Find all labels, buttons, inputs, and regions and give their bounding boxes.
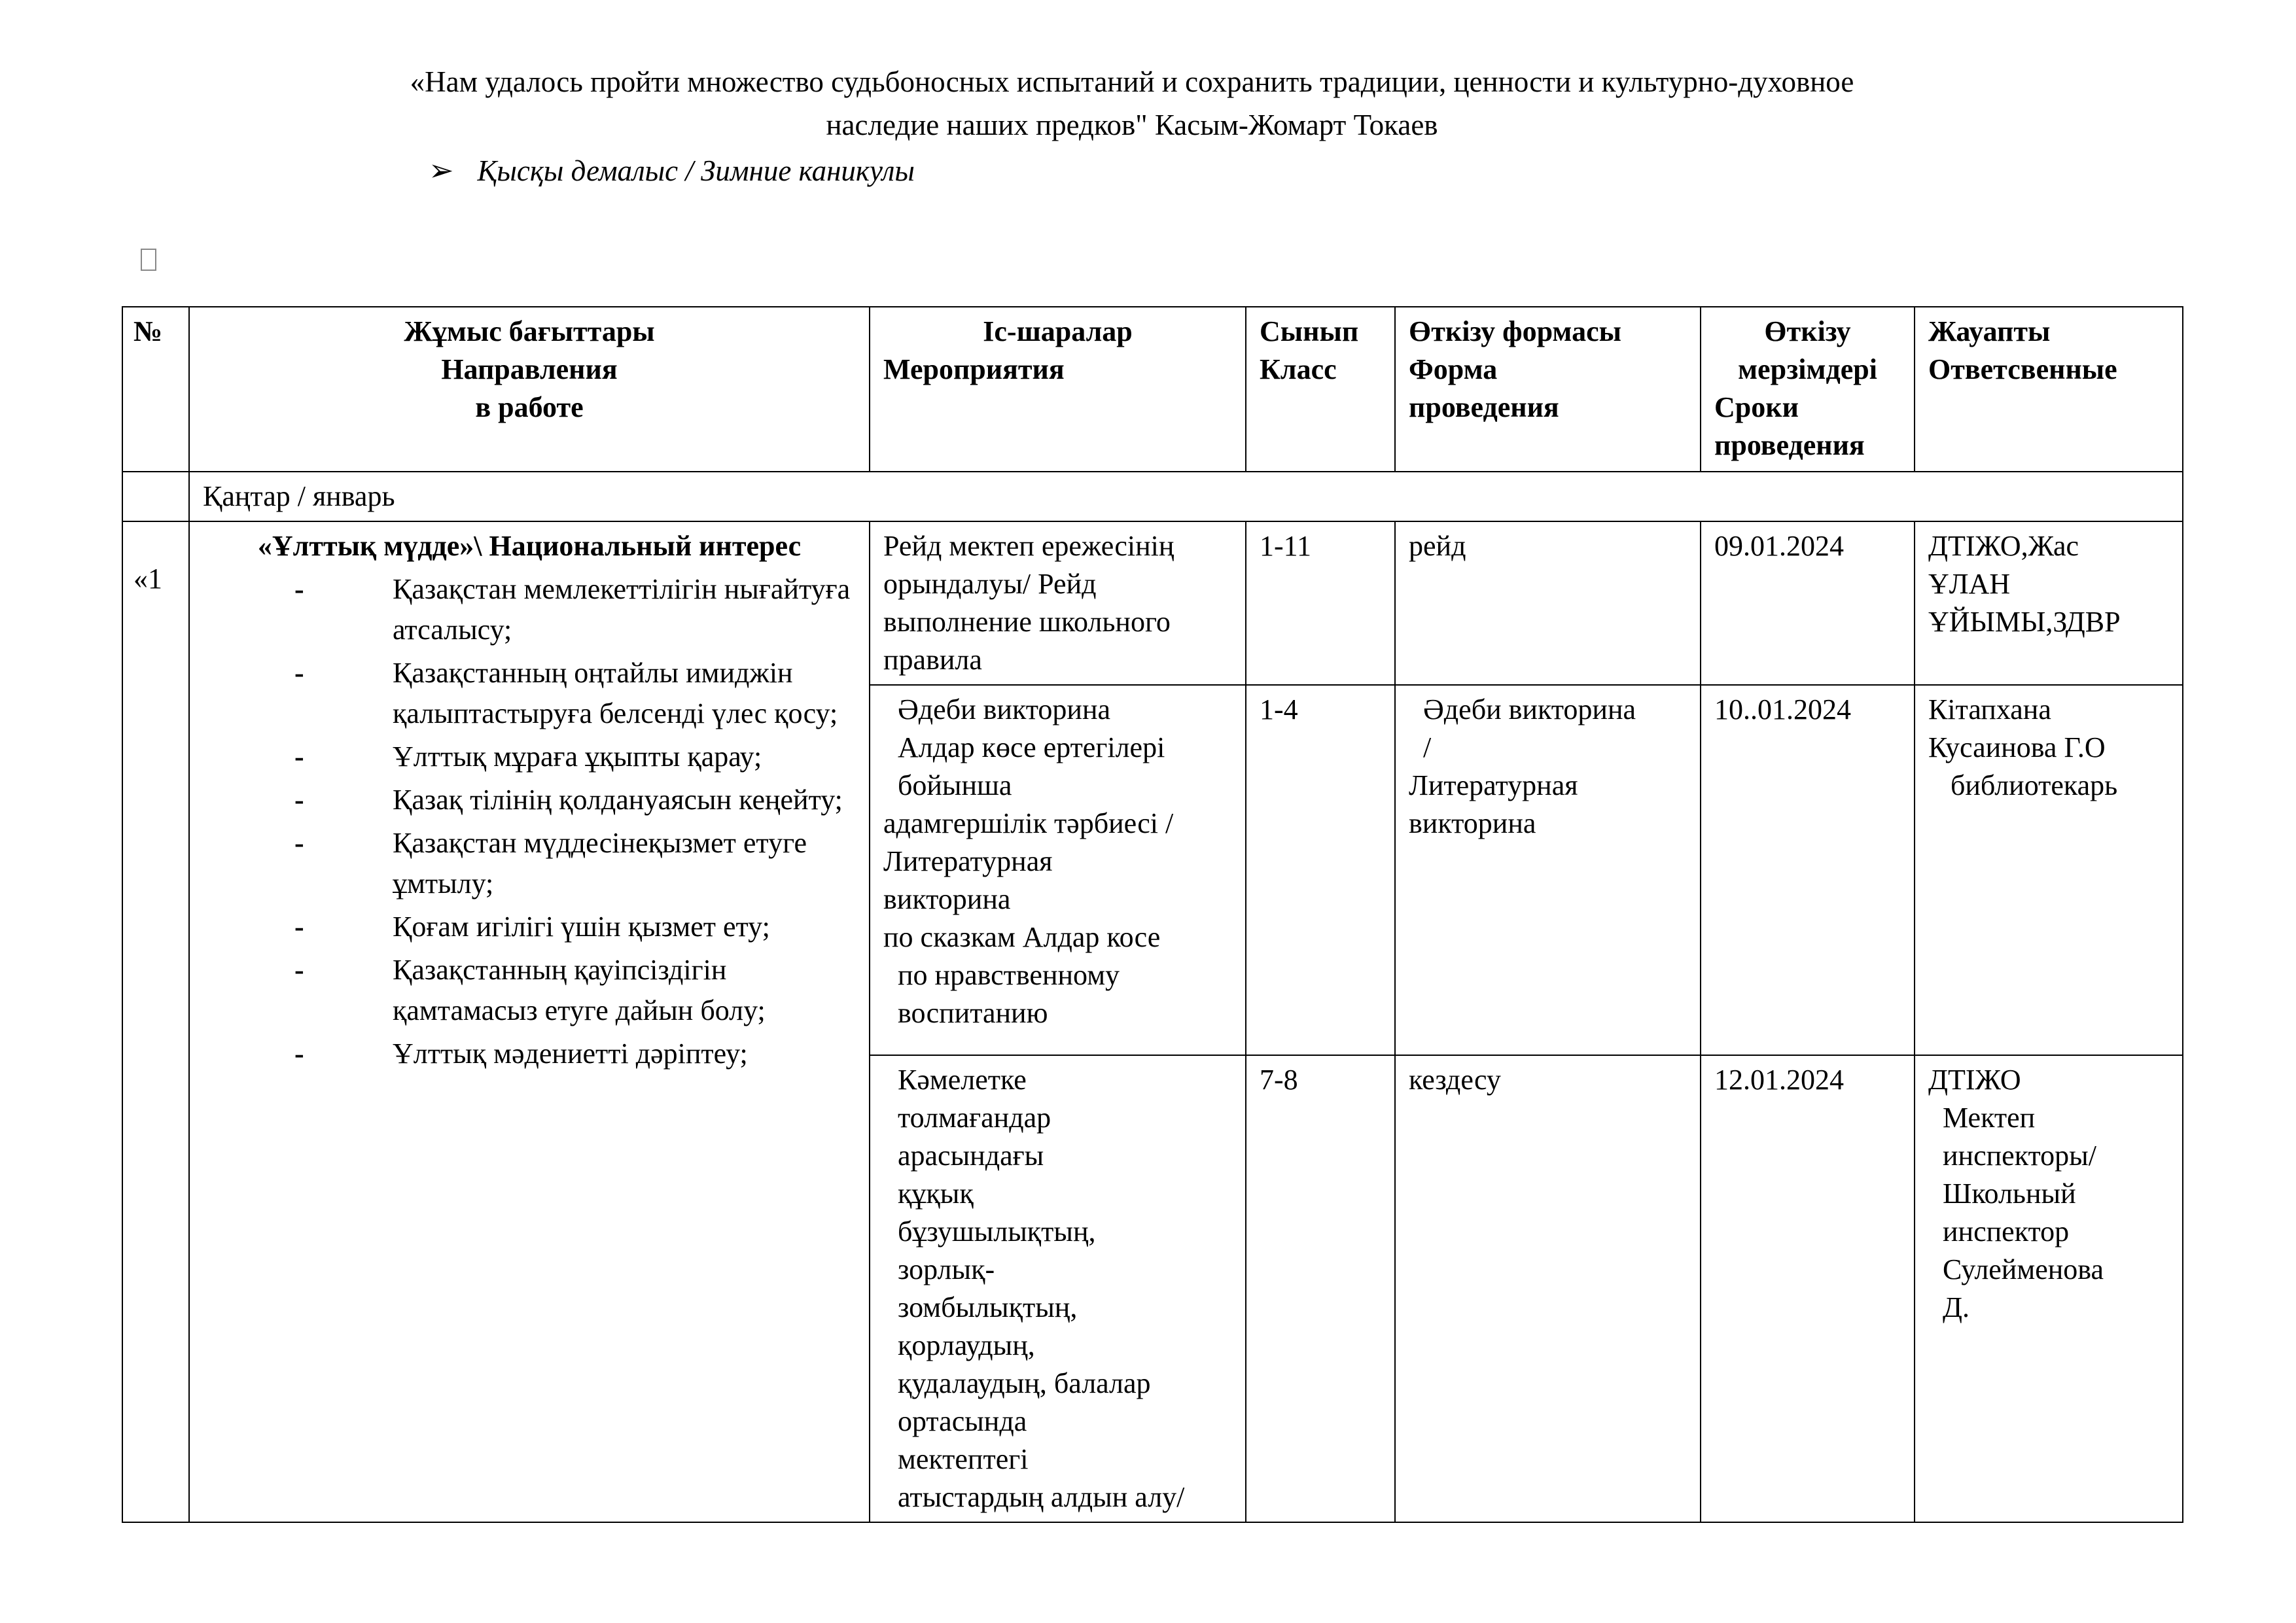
direction-list <box>203 569 856 1074</box>
table-row <box>122 521 2183 685</box>
placeholder-glyph-icon <box>141 249 156 271</box>
form-cell: кездесу <box>1395 1055 1701 1522</box>
form-cell: рейд <box>1395 521 1701 685</box>
dash-bullet-icon: - <box>294 657 304 689</box>
responsible-cell: ДТІЖО,Жас ҰЛАН ҰЙЫМЫ,ЗДВР <box>1915 521 2183 685</box>
arrow-bullet-icon: ➢ <box>429 154 454 187</box>
dash-bullet-icon: - <box>294 911 304 943</box>
col-header-num: № <box>122 307 189 472</box>
dash-bullet-icon: - <box>294 741 304 773</box>
month-row-num-cell <box>122 472 189 521</box>
month-row <box>122 472 2183 521</box>
events-table <box>122 306 2183 1523</box>
list-item: - Қазақ тілінің қолдануаясын кеңейту; <box>393 780 856 820</box>
col-header-events: Іс-шаралар Мероприятия <box>870 307 1246 472</box>
month-label: Қаңтар / январь <box>189 472 2183 521</box>
grade-cell: 1-11 <box>1246 521 1395 685</box>
header-quote <box>196 60 2068 147</box>
direction-cell <box>189 521 870 1522</box>
date-cell: 10..01.2024 <box>1701 685 1915 1055</box>
event-cell: Рейд мектеп ережесінің орындалуы/ Рейд выполнение школьного правила <box>870 521 1246 685</box>
event-cell: Кәмелетке толмағандар арасындағы құқық бұзушылықтың, зорлық- зомбылықтың, қорлаудың, қудалаудың, балалар ортасында мектептегі атыстардың алдын алу/ <box>870 1055 1246 1522</box>
list-item: - Ұлттық мұраға ұқыпты қарау; <box>393 737 856 777</box>
quote-line-2: наследие наших предков" Касым-Жомарт Токаев <box>826 109 1438 141</box>
date-cell: 09.01.2024 <box>1701 521 1915 685</box>
col-header-responsible: Жауапты Ответсвенные <box>1915 307 2183 472</box>
responsible-cell: Кітапхана Кусаинова Г.О библиотекарь <box>1915 685 2183 1055</box>
section-heading <box>429 149 915 192</box>
list-item: - Қазақстан мүддесінеқызмет етуге ұмтылу; <box>393 823 856 904</box>
grade-cell: 7-8 <box>1246 1055 1395 1522</box>
col-header-grade: Сынып Класс <box>1246 307 1395 472</box>
grade-cell: 1-4 <box>1246 685 1395 1055</box>
col-header-dates: Өткізу мерзімдері Сроки проведения <box>1701 307 1915 472</box>
col-header-direction: Жұмыс бағыттары Направления в работе <box>189 307 870 472</box>
col-header-form: Өткізу формасы Форма проведения <box>1395 307 1701 472</box>
dash-bullet-icon: - <box>294 827 304 859</box>
form-cell: Әдеби викторина / Литературная викторина <box>1395 685 1701 1055</box>
event-cell: Әдеби викторина Алдар көсе ертегілері бойынша адамгершілік тәрбиесі / Литературная викторина по сказкам Алдар косе по нравственному воспитанию <box>870 685 1246 1055</box>
dash-bullet-icon: - <box>294 573 304 605</box>
list-item: - Қоғам игілігі үшін қызмет ету; <box>393 907 856 947</box>
dash-bullet-icon: - <box>294 784 304 816</box>
list-item: - Ұлттық мәдениетті дәріптеу; <box>393 1034 856 1074</box>
responsible-cell: ДТІЖО Мектеп инспекторы/ Школьный инспектор Сулейменова Д. <box>1915 1055 2183 1522</box>
list-item: - Қазақстанның қауіпсіздігін қамтамасыз етуге дайын болу; <box>393 950 856 1031</box>
direction-title: «Ұлттық мүдде»\ Национальный интерес <box>257 530 802 562</box>
section-heading-text: Қысқы демалыс / Зимние каникулы <box>477 154 915 187</box>
list-item: - Қазақстан мемлекеттілігін нығайтуға атсалысу; <box>393 569 856 650</box>
dash-bullet-icon: - <box>294 954 304 986</box>
table-header-row <box>122 307 2183 472</box>
section-number: «1 <box>122 521 189 1522</box>
dash-bullet-icon: - <box>294 1038 304 1070</box>
list-item: - Қазақстанның оңтайлы имиджін қалыптастыруға белсенді үлес қосу; <box>393 653 856 734</box>
date-cell: 12.01.2024 <box>1701 1055 1915 1522</box>
quote-line-1: «Нам удалось пройти множество судьбоносных испытаний и сохранить традиции, ценности и культурно-духовное <box>410 65 1854 98</box>
